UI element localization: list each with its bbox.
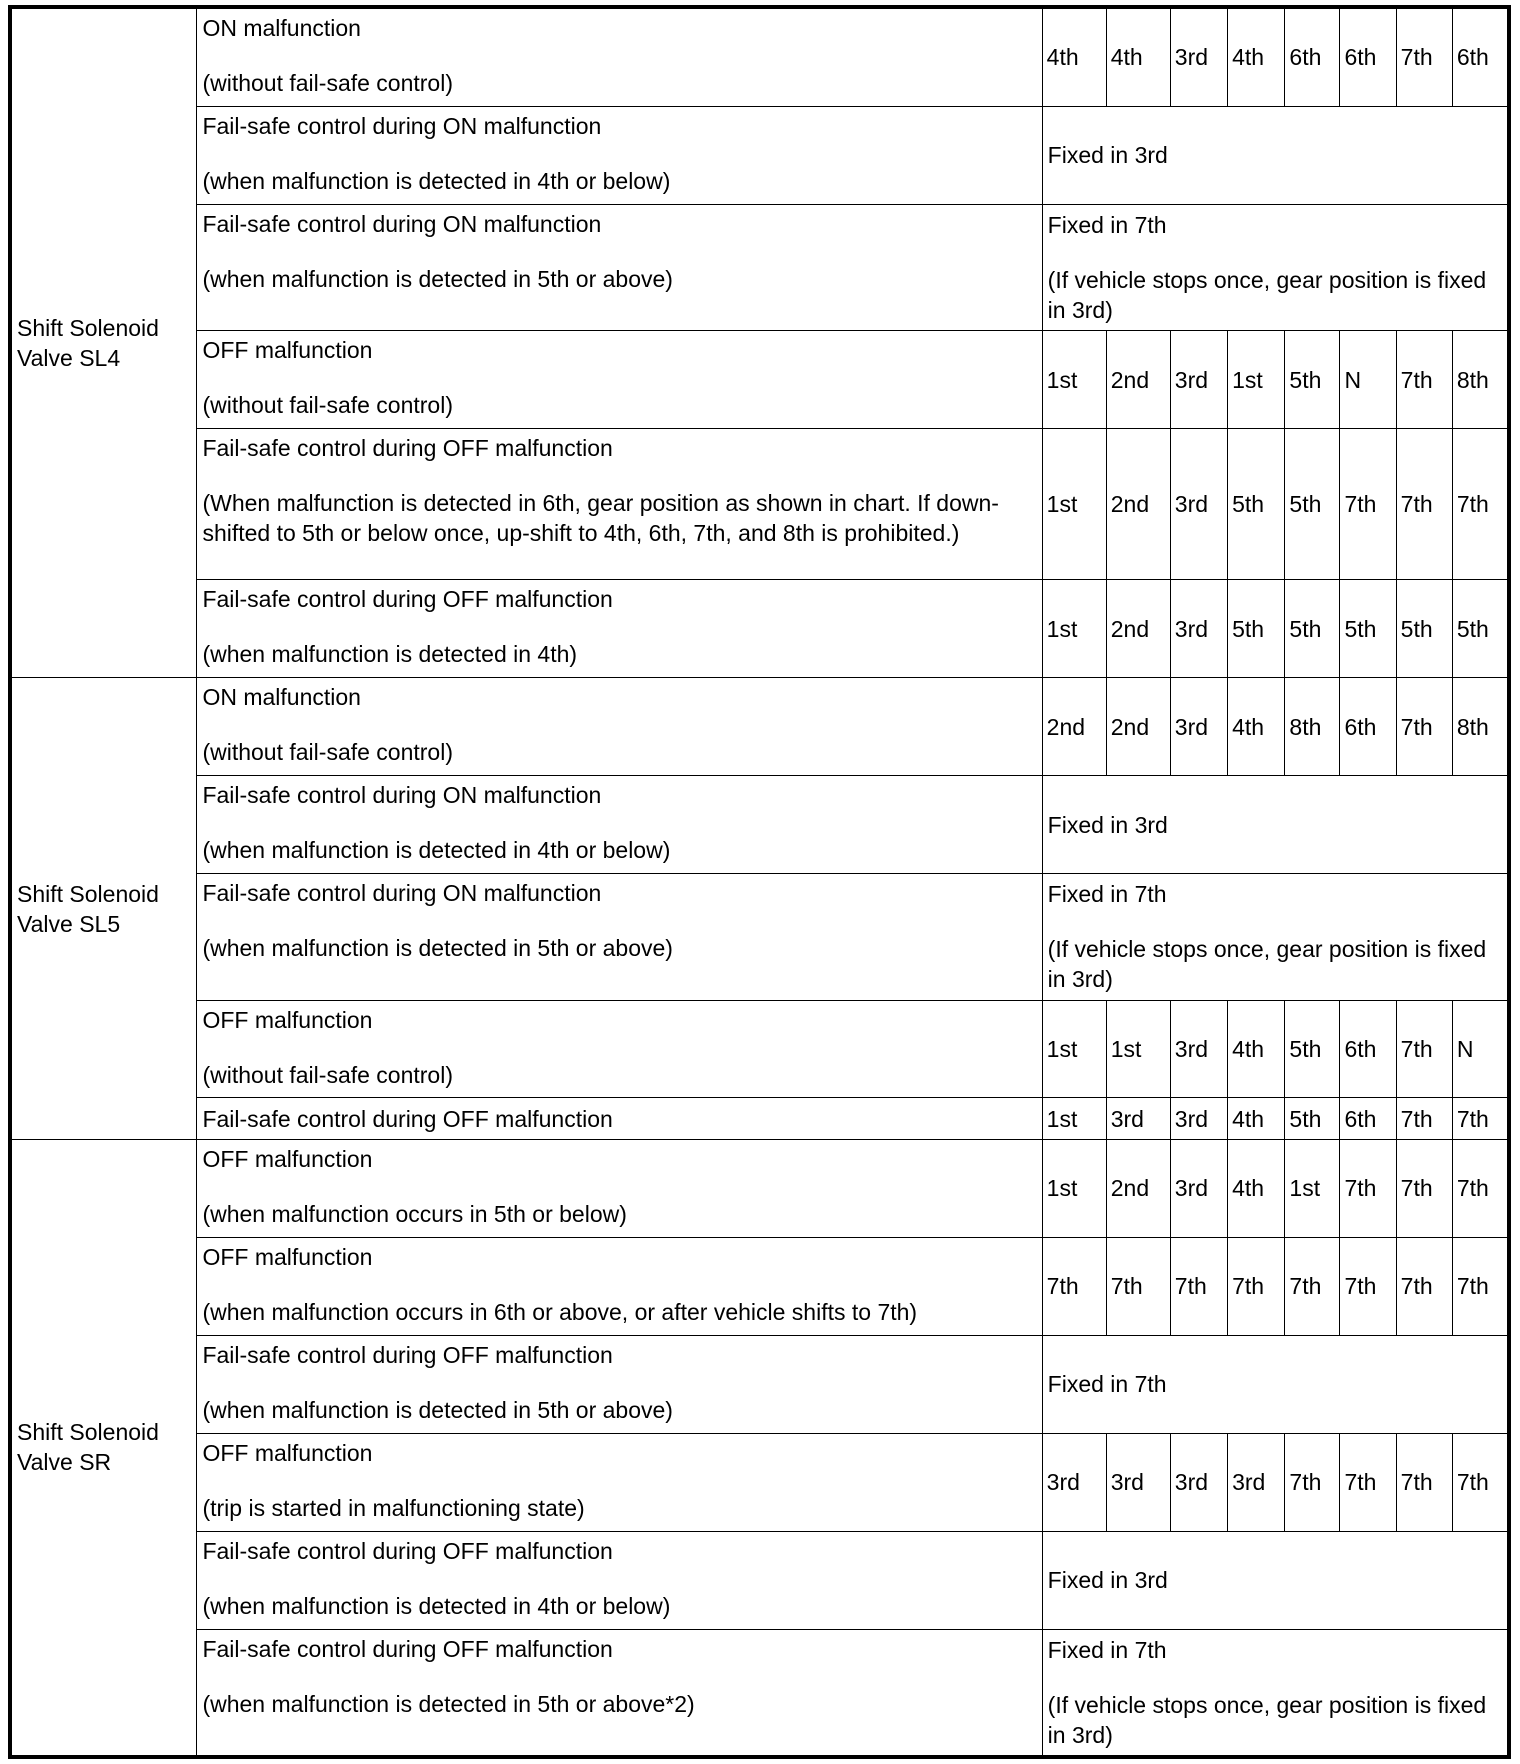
gear-cell: 7th [1340,429,1396,580]
gear-cell: 5th [1228,580,1285,678]
condition-detail: (when malfunction is detected in 5th or above) [202,935,673,962]
condition-cell [197,678,1042,776]
condition-detail: (when malfunction is detected in 5th or above) [202,1396,673,1423]
gear-cell: 6th [1340,1000,1396,1098]
gear-cell: 4th [1106,9,1170,107]
condition-detail: (when malfunction is detected in 4th) [202,641,578,668]
gear-cell: 1st [1042,331,1106,429]
gear-cell: 7th [1396,9,1452,107]
gear-cell: 2nd [1106,1139,1170,1237]
valve-name-cell [12,678,197,1139]
condition-cell [197,1098,1042,1139]
gear-cell: 5th [1285,429,1340,580]
condition-title: Fail-safe control during ON malfunction [202,210,602,237]
gear-cell: 7th [1452,1098,1507,1139]
valve-name-line: Valve SL4 [17,345,121,372]
condition-title: OFF malfunction [202,1145,373,1172]
condition-detail: (when malfunction is detected in 5th or above*2) [202,1690,695,1717]
valve-name-line: Shift Solenoid [17,315,159,342]
gear-cell: 2nd [1106,429,1170,580]
table-row [12,331,1508,429]
condition-detail: (without fail-safe control) [202,739,453,766]
condition-title: Fail-safe control during OFF malfunction [202,435,613,462]
gear-cell: 7th [1106,1237,1170,1335]
gear-cell: 7th [1396,1433,1452,1531]
table-row [12,9,1508,107]
gear-cell: 8th [1452,678,1507,776]
condition-cell [197,1000,1042,1098]
condition-detail: (when malfunction occurs in 6th or above, or after vehicle shifts to 7th) [202,1298,918,1325]
condition-cell [197,874,1042,1000]
condition-title: Fail-safe control during OFF malfunction [202,1635,613,1662]
gear-cell: 6th [1340,678,1396,776]
gear-cell: 7th [1452,1237,1507,1335]
condition-cell [197,429,1042,580]
fixed-gear-cell [1042,204,1507,330]
condition-cell [197,1629,1042,1755]
condition-title: Fail-safe control during ON malfunction [202,880,602,907]
fixed-gear-cell [1042,1629,1507,1755]
condition-title: ON malfunction [202,684,361,711]
gear-cell: 4th [1228,9,1285,107]
valve-name-line: Valve SL5 [17,910,121,937]
gear-cell: 7th [1042,1237,1106,1335]
table-row [12,1000,1508,1098]
condition-title: Fail-safe control during OFF malfunction [202,586,613,613]
condition-cell [197,1433,1042,1531]
gear-cell: 7th [1340,1433,1396,1531]
gear-cell: 4th [1228,678,1285,776]
gear-cell: 5th [1285,331,1340,429]
fixed-gear-cell [1042,106,1507,204]
gear-cell: 3rd [1170,9,1227,107]
gear-cell: 3rd [1170,580,1227,678]
gear-cell: 5th [1285,1000,1340,1098]
table-row [12,204,1508,330]
gear-cell: 5th [1340,580,1396,678]
fixed-gear-text: Fixed in 7th [1047,212,1167,239]
gear-cell: 1st [1042,1139,1106,1237]
valve-name-line: Shift Solenoid [17,1419,159,1446]
gear-cell: 7th [1285,1433,1340,1531]
gear-cell: 3rd [1170,429,1227,580]
table-row [12,776,1508,874]
gear-cell: 6th [1285,9,1340,107]
gear-cell: 7th [1396,1139,1452,1237]
gear-cell: 5th [1452,580,1507,678]
condition-cell [197,9,1042,107]
gear-cell: 2nd [1042,678,1106,776]
gear-cell: 7th [1396,1000,1452,1098]
fail-safe-table-container [8,5,1511,1759]
valve-name-cell [12,1139,197,1755]
fixed-gear-text: Fixed in 7th [1047,1636,1167,1663]
gear-cell: 1st [1228,331,1285,429]
condition-cell [197,331,1042,429]
fixed-gear-text: Fixed in 3rd [1047,811,1168,838]
condition-detail: (trip is started in malfunctioning state) [202,1494,585,1521]
gear-cell: 3rd [1170,1433,1227,1531]
condition-cell [197,1335,1042,1433]
gear-cell: 2nd [1106,580,1170,678]
gear-cell: 6th [1340,1098,1396,1139]
gear-cell: 6th [1340,9,1396,107]
fixed-gear-cell [1042,776,1507,874]
condition-detail: (without fail-safe control) [202,70,453,96]
condition-detail: (When malfunction is detected in 6th, gear position as shown in chart. If down-shifted to 5th or below once, up-shift to 4th, 6th, 7th, and 8th is prohibited.) [202,490,999,547]
condition-cell [197,580,1042,678]
fixed-gear-note: (If vehicle stops once, gear position is fixed in 3rd) [1047,936,1487,993]
condition-title: ON malfunction [202,15,361,41]
fixed-gear-cell [1042,1335,1507,1433]
condition-cell [197,1237,1042,1335]
condition-title: OFF malfunction [202,1006,373,1033]
table-row [12,1335,1508,1433]
gear-cell: 5th [1228,429,1285,580]
table-row [12,1139,1508,1237]
fixed-gear-cell [1042,1531,1507,1629]
table-row [12,429,1508,580]
gear-cell: 7th [1452,1433,1507,1531]
gear-cell: 7th [1170,1237,1227,1335]
valve-name-line: Valve SR [17,1449,112,1476]
gear-cell: 7th [1396,429,1452,580]
gear-cell: 5th [1285,580,1340,678]
condition-title: Fail-safe control during ON malfunction [202,112,602,139]
gear-cell: 1st [1042,1000,1106,1098]
table-row [12,1098,1508,1139]
table-row [12,1433,1508,1531]
condition-detail: (when malfunction is detected in 4th or below) [202,1592,671,1619]
gear-cell: 2nd [1106,678,1170,776]
gear-cell: 3rd [1106,1433,1170,1531]
condition-title: Fail-safe control during ON malfunction [202,782,602,809]
gear-cell: 7th [1452,1139,1507,1237]
gear-cell: N [1452,1000,1507,1098]
table-row [12,106,1508,204]
table-row [12,1531,1508,1629]
gear-cell: 7th [1228,1237,1285,1335]
gear-cell: 7th [1340,1237,1396,1335]
fixed-gear-cell [1042,874,1507,1000]
condition-cell [197,106,1042,204]
condition-detail: (when malfunction is detected in 5th or above) [202,265,673,292]
gear-cell: 4th [1042,9,1106,107]
gear-cell: 3rd [1042,1433,1106,1531]
table-row [12,1629,1508,1755]
gear-cell: 1st [1106,1000,1170,1098]
gear-cell: 7th [1285,1237,1340,1335]
condition-detail: (when malfunction is detected in 4th or below) [202,837,671,864]
gear-cell: 3rd [1170,678,1227,776]
fixed-gear-note: (If vehicle stops once, gear position is fixed in 3rd) [1047,267,1487,324]
condition-cell [197,1139,1042,1237]
condition-title: OFF malfunction [202,1243,373,1270]
gear-cell: 2nd [1106,331,1170,429]
gear-cell: 3rd [1170,1000,1227,1098]
gear-cell: 3rd [1170,331,1227,429]
fail-safe-table [11,8,1508,1756]
condition-detail: (when malfunction occurs in 5th or below) [202,1200,627,1227]
gear-cell: 7th [1340,1139,1396,1237]
gear-cell: 7th [1396,678,1452,776]
condition-detail: (without fail-safe control) [202,1061,453,1088]
gear-cell: 3rd [1106,1098,1170,1139]
table-row [12,580,1508,678]
condition-detail: (when malfunction is detected in 4th or below) [202,167,671,194]
condition-title: Fail-safe control during OFF malfunction [202,1341,613,1368]
gear-cell: 1st [1042,580,1106,678]
fixed-gear-note: (If vehicle stops once, gear position is fixed in 3rd) [1047,1691,1487,1748]
condition-cell [197,1531,1042,1629]
gear-cell: 7th [1452,429,1507,580]
valve-name-line: Shift Solenoid [17,880,159,907]
condition-cell [197,204,1042,330]
condition-cell [197,776,1042,874]
gear-cell: 1st [1042,429,1106,580]
gear-cell: 3rd [1170,1098,1227,1139]
table-row [12,874,1508,1000]
condition-title: OFF malfunction [202,1439,373,1466]
gear-cell: 6th [1452,9,1507,107]
gear-cell: N [1340,331,1396,429]
gear-cell: 8th [1285,678,1340,776]
gear-cell: 7th [1396,1098,1452,1139]
condition-detail: (without fail-safe control) [202,392,453,419]
fixed-gear-text: Fixed in 3rd [1047,142,1168,169]
gear-cell: 5th [1396,580,1452,678]
gear-cell: 1st [1042,1098,1106,1139]
fixed-gear-text: Fixed in 3rd [1047,1567,1168,1594]
gear-cell: 3rd [1228,1433,1285,1531]
gear-cell: 8th [1452,331,1507,429]
fixed-gear-text: Fixed in 7th [1047,1371,1167,1398]
condition-title: Fail-safe control during OFF malfunction [202,1537,613,1564]
valve-name-cell [12,9,197,678]
gear-cell: 4th [1228,1000,1285,1098]
gear-cell: 4th [1228,1139,1285,1237]
gear-cell: 7th [1396,331,1452,429]
gear-cell: 4th [1228,1098,1285,1139]
gear-cell: 7th [1396,1237,1452,1335]
table-body [12,9,1508,1756]
fixed-gear-text: Fixed in 7th [1047,881,1167,908]
gear-cell: 5th [1285,1098,1340,1139]
gear-cell: 1st [1285,1139,1340,1237]
table-row [12,678,1508,776]
gear-cell: 3rd [1170,1139,1227,1237]
table-row [12,1237,1508,1335]
condition-title: OFF malfunction [202,337,373,364]
condition-title: Fail-safe control during OFF malfunction [202,1105,613,1132]
